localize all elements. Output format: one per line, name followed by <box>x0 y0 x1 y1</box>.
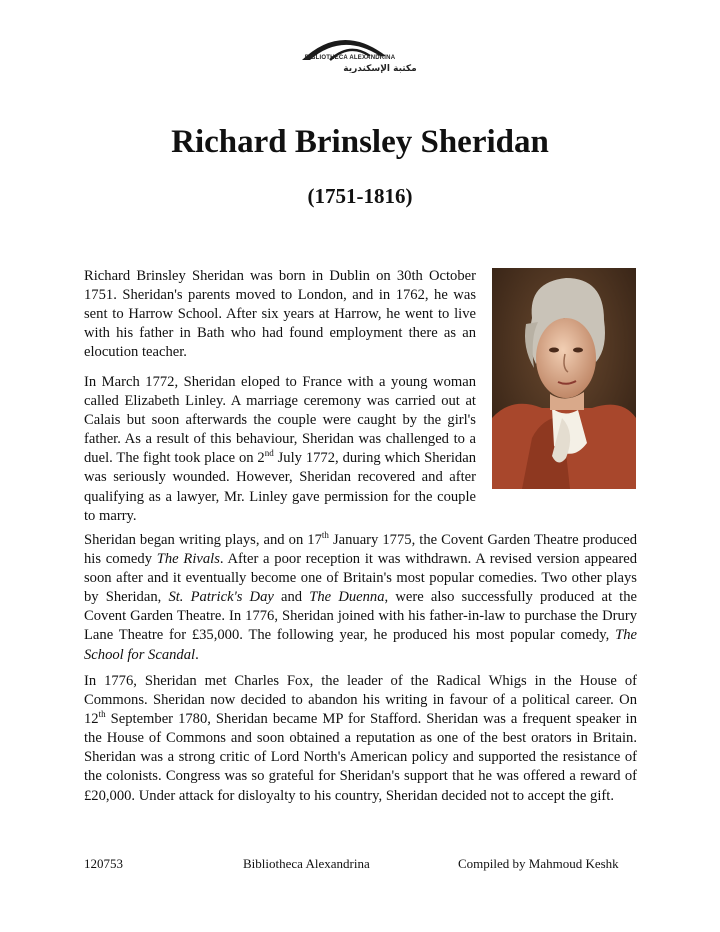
sheridan-portrait-image <box>492 268 636 489</box>
logo-arc-graphic <box>300 28 390 68</box>
paragraph-politics: In 1776, Sheridan met Charles Fox, the leader of the Radical Whigs in the House of Commons. Sheridan now decided to abandon his writing in favour of a political career. On 12th September 1780, Sheridan became MP for Stafford. Sheridan was a frequent speaker in the House of Commons and soon obtained a reputation as one of the best orators in Britain. Sheridan was a strong critic of Lord North's American policy and supported the resistance of the colonists. Congress was so grateful for Sheridan's support that he was offered a reward of £20,000. Under attack for disloyalty to his country, Sheridan decided not to accept the gift. <box>84 673 637 804</box>
paragraph-plays: Sheridan began writing plays, and on 17th January 1775, the Covent Garden Theatre produced his comedy The Rivals. After a poor reception it was withdrawn. A revised version appeared soon after and it eventually become one of Britain's most popular comedies. Two other plays by Sheridan, St. Patrick's Day and The Duenna, were also successfully produced at the Covent Garden Theatre. In 1776, Sheridan joined with his father-in-law to purchase the Drury Lane Theatre for £35,000. The following year, he produced his most popular comedy, The School for Scandal. <box>84 530 638 663</box>
life-years: (1751-1816) <box>307 184 413 208</box>
footer-compiler: Compiled by Mahmoud Keshk <box>458 856 619 871</box>
logo-name-arabic: مكتبة الإسكندرية <box>343 64 417 74</box>
paragraph-early-life: Richard Brinsley Sheridan was born in Dublin on 30th October 1751. Sheridan's parents moved to London, and in 1762, he was sent to Harrow School. After six years at Harrow, he went to live with his father in Bath who had found employment there as an elocution teacher. <box>84 268 476 361</box>
library-logo <box>270 26 430 86</box>
paragraph-marriage: In March 1772, Sheridan eloped to France with a young woman called Elizabeth Linley. A marriage ceremony was carried out at Calais but soon afterwards the couple were caught by the girl's father. As a result of this behaviour, Sheridan was challenged to a duel. The fight took place on 2nd July 1772, during which Sheridan was seriously wounded. However, Sheridan recovered and after qualifying as a lawyer, Mr. Linley gave permission for the couple to marry. <box>84 374 476 524</box>
logo-name-english: BIBLIOTHECA ALEXANDRINA <box>304 55 396 61</box>
footer-library-name: Bibliotheca Alexandrina <box>243 856 370 871</box>
page-title: Richard Brinsley Sheridan <box>171 124 549 160</box>
footer-document-id: 120753 <box>84 856 123 871</box>
